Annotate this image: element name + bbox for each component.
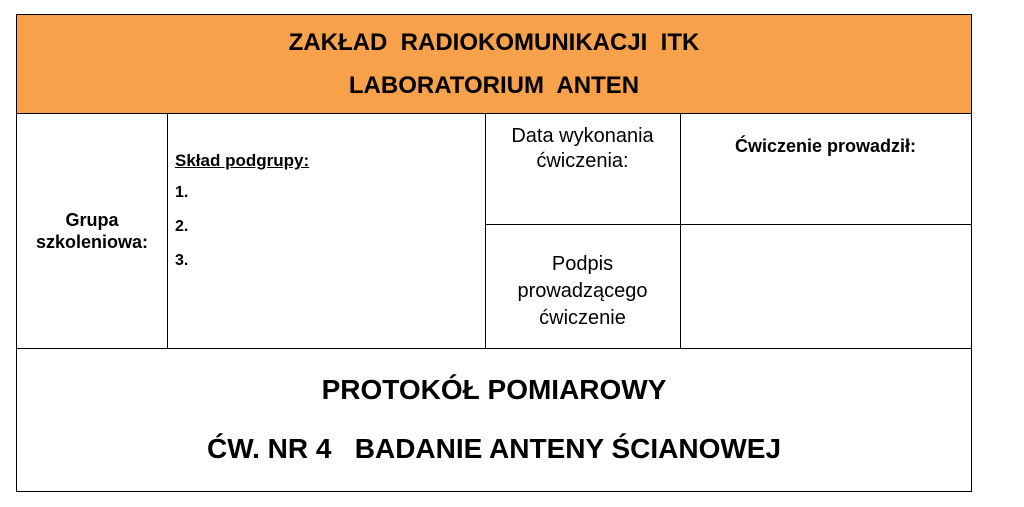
instructor-label: Ćwiczenie prowadził: xyxy=(734,136,917,156)
protocol-title: PROTOKÓŁ POMIAROWY xyxy=(321,374,667,405)
subgroup-member-2: 2. xyxy=(175,218,189,235)
subgroup-section xyxy=(175,151,475,285)
subgroup-member-1: 1. xyxy=(175,184,189,201)
date-label: Data wykonania ćwiczenia: xyxy=(511,125,654,172)
subgroup-member-3: 3. xyxy=(175,252,189,269)
header-banner xyxy=(17,15,971,114)
header-institution: ZAKŁAD RADIOKOMUNIKACJI ITK xyxy=(288,28,700,56)
group-label: Grupa szkoleniowa: xyxy=(35,210,149,252)
signature-label: Podpis prowadzącego ćwiczenie xyxy=(517,253,648,329)
protocol-sheet xyxy=(16,14,972,492)
subgroup-title: Skład podgrupy: xyxy=(175,151,310,170)
exercise-title: ĆW. NR 4 BADANIE ANTENY ŚCIANOWEJ xyxy=(206,433,782,464)
divider xyxy=(167,114,168,349)
header-laboratory: LABORATORIUM ANTEN xyxy=(348,71,640,99)
protocol-footer xyxy=(17,349,971,491)
